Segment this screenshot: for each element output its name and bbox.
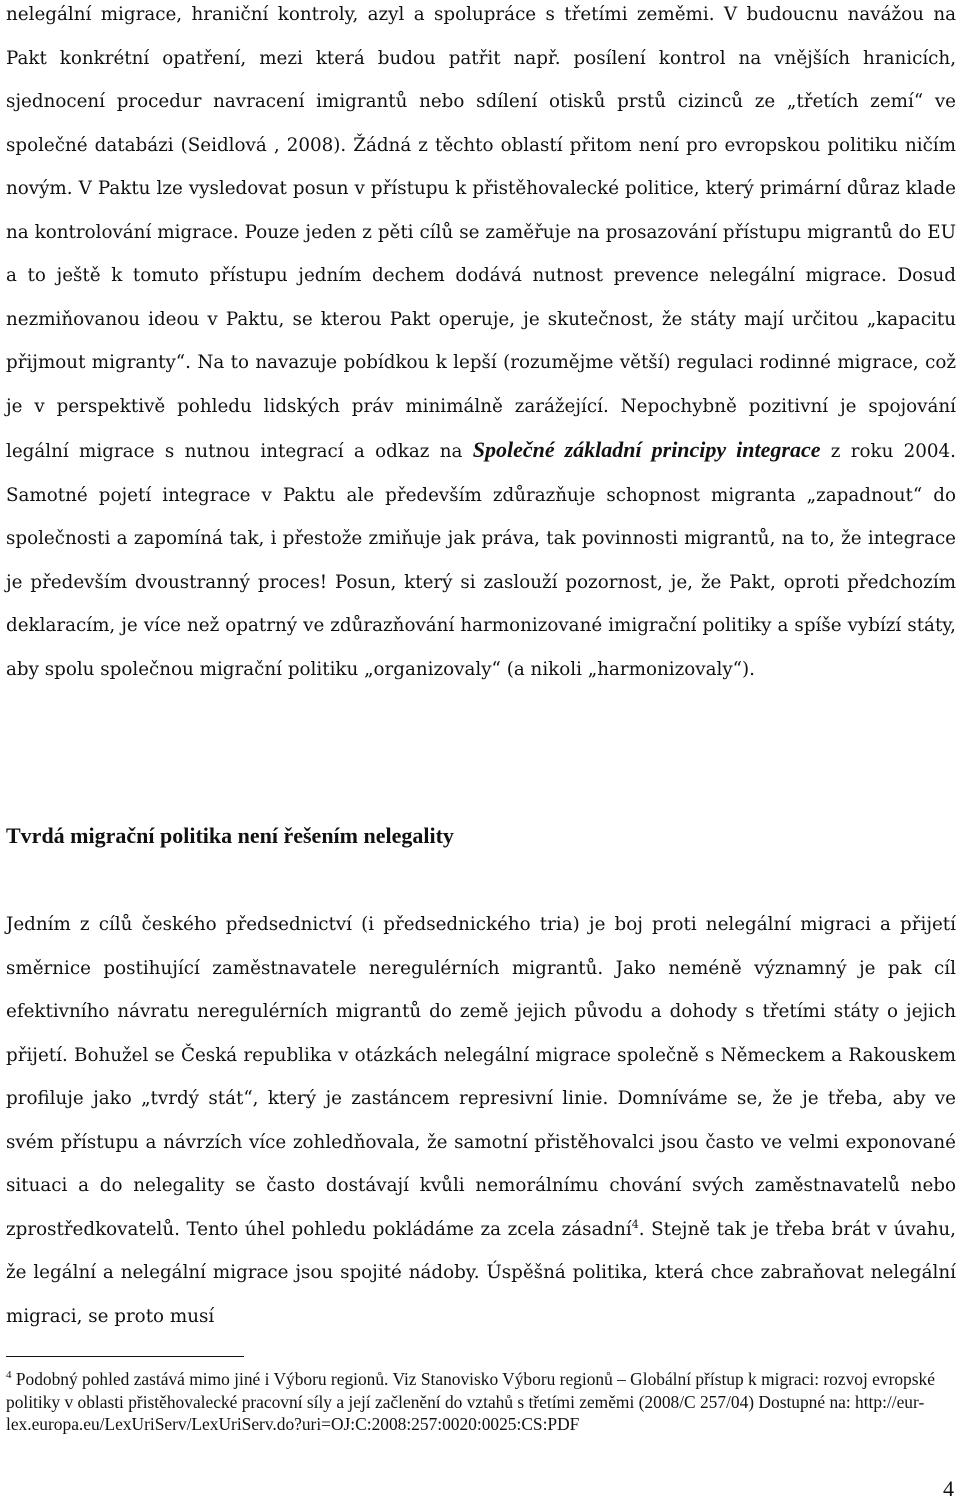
footnote-separator bbox=[6, 1356, 244, 1357]
footnote-number: 4 bbox=[6, 1369, 12, 1382]
page-number: 4 bbox=[943, 1476, 954, 1501]
section-heading: Tvrdá migrační politika není řešením nelegality bbox=[6, 823, 454, 848]
footnote-text: Podobný pohled zastává mimo jiné i Výboru regionů. Viz Stanovisko Výboru regionů – Globální přístup k migraci: rozvoj evropské politiky v oblasti přistěhovalecké pracovní síly a její začlenění do vztahů s třetími zeměmi (2008/C 257/04) Dostupné na: http://eur-lex.europa.eu/LexUriServ/LexUriServ.do?uri=OJ:C:2008:257:0020:0025:CS:PDF bbox=[6, 1369, 935, 1434]
paragraph-pact-text-1: nelegální migrace, hraniční kontroly, azyl a spolupráce s třetími zeměmi. V budoucnu navážou na Pakt konkrétní opatření, mezi která budou patřit např. posílení kontrol na vnějších hranicích, sjednocení procedur navracení imigrantů nebo sdílení otisků prstů cizinců ze „třetích zemí“ ve společné databázi (Seidlová , 2008). Žádná z těchto oblastí přitom není pro evropskou politiku ničím novým. V Paktu lze vysledovat posun v přístupu k přistěhovalecké politice, který primární důraz klade na kontrolování migrace. Pouze jeden z pěti cílů se zaměřuje na prosazování přístupu migrantů do EU a to ještě k tomuto přístupu jedním dechem dodává nutnost prevence nelegální migrace. Dosud nezmiňovanou ideou v Paktu, se kterou Pakt operuje, je skutečnost, že státy mají určitou „kapacitu přijmout migranty“. Na to navazuje pobídkou k lepší (rozumějme větší) regulaci rodinné migrace, což je v perspektivě pohledu lidských práv minimálně zarážející. Nepochybně pozitivní je spojování legální migrace s nutnou integrací a odkaz na bbox=[6, 4, 956, 462]
paragraph-illegal-migration bbox=[6, 903, 956, 1338]
paragraph-illegal-migration-text-2: . Stejně tak je třeba brát v úvahu, že legální a nelegální migrace jsou spojité nádoby. Úspěšná politika, která chce zabraňovat nelegální migraci, se proto musí bbox=[6, 1218, 956, 1327]
paragraph-pact bbox=[6, 0, 956, 691]
footnote-reference[interactable]: 4 bbox=[631, 1217, 639, 1231]
paragraph-pact-text-2: z roku 2004. Samotné pojetí integrace v Paktu ale především zdůrazňuje schopnost migranta „zapadnout“ do společnosti a zapomíná tak, i přestože zmiňuje jak práva, tak povinnosti migrantů, na to, že integrace je především dvoustranný proces! Posun, který si zaslouží pozornost, je, že Pakt, oproti předchozím deklaracím, je více než opatrný ve zdůrazňování harmonizované imigrační politiky a spíše vybízí státy, aby spolu společnou migrační politiku „organizovaly“ (a nikoli „harmonizovaly“). bbox=[6, 441, 956, 680]
emphasis-common-basic-principles: Společné základní principy integrace bbox=[472, 437, 821, 462]
footnote bbox=[6, 1368, 946, 1436]
paragraph-illegal-migration-text-1: Jedním z cílů českého předsednictví (i předsednického tria) je boj proti nelegální migraci a přijetí směrnice postihující zaměstnavatele neregulérních migrantů. Jako neméně významný je pak cíl efektivního návratu neregulérních migrantů do země jejich původu a dohody s třetími státy o jejich přijetí. Bohužel se Česká republika v otázkách nelegální migrace společně s Německem a Rakouskem profiluje jako „tvrdý stát“, který je zastáncem represivní linie. Domníváme se, že je třeba, aby ve svém přístupu a návrzích více zohledňovala, že samotní přistěhovalci jsou často ve velmi exponované situaci a do nelegality se často dostávají kvůli nemorálnímu chování svých zaměstnavatelů nebo zprostředkovatelů. Tento úhel pohledu pokládáme za zcela zásadní bbox=[6, 914, 956, 1240]
